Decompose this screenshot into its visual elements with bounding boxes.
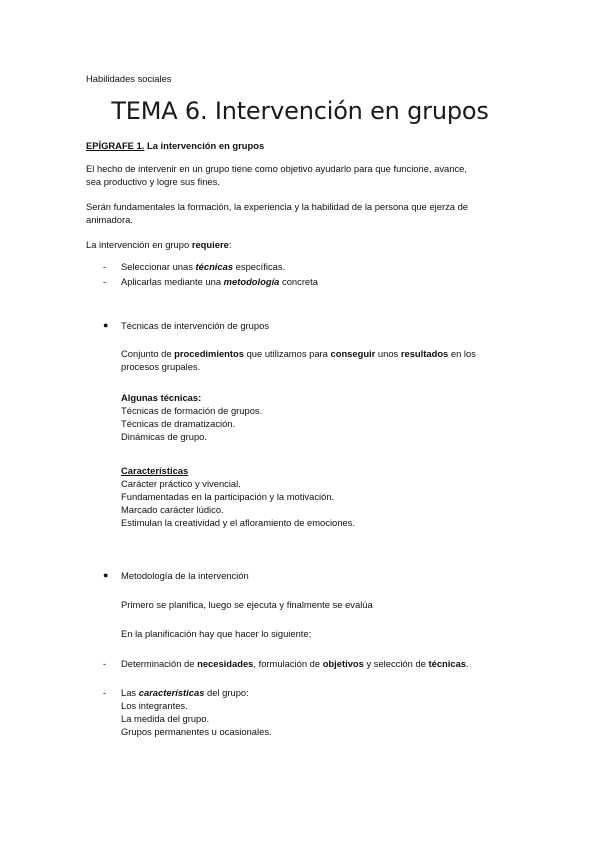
features-heading: Características <box>121 465 189 476</box>
intro-paragraph-1 <box>86 162 467 188</box>
intro-p2-line2: animadora. <box>86 214 133 225</box>
feature-item: Marcado carácter lúdico. <box>121 504 224 515</box>
requirement-item <box>121 260 285 273</box>
planning-item-1 <box>121 657 469 670</box>
bullet-icon: ● <box>103 320 109 330</box>
intro-p2-line1: Serán fundamentales la formación, la experiencia y la habilidad de la persona que ejerza de <box>86 201 469 212</box>
requirement-text: concreta <box>279 276 318 287</box>
requirement-item <box>121 275 318 288</box>
item-emph: características <box>138 687 205 698</box>
page-title: TEMA 6. Intervención en grupos <box>111 97 489 125</box>
item-text: Las <box>121 687 139 698</box>
requirement-emph: metodología <box>223 276 280 287</box>
technique-item: Técnicas de dramatización. <box>121 418 236 429</box>
technique-item: Dinámicas de grupo. <box>121 431 207 442</box>
requires-bold: requiere <box>191 239 229 250</box>
requirement-text: Aplicarlas mediante una <box>121 276 224 287</box>
section1-heading: Técnicas de intervención de grupos <box>121 320 270 331</box>
list-dash: - <box>103 276 107 287</box>
group-feature-item: Los integrantes. <box>121 700 188 711</box>
bullet-icon: ● <box>103 570 109 580</box>
requirement-text: Seleccionar unas <box>121 261 196 272</box>
requires-pre: La intervención en grupo <box>86 239 192 250</box>
list-dash: - <box>103 261 107 272</box>
planning-item-2-heading <box>121 686 272 699</box>
techniques-heading: Algunas técnicas: <box>121 392 202 403</box>
requires-line <box>86 238 231 251</box>
epigraph-heading <box>86 139 264 152</box>
requirement-emph: técnicas <box>195 261 234 272</box>
desc-text: unos <box>375 348 401 359</box>
intro-p1-line2: sea productivo y logre sus fines. <box>86 176 220 187</box>
desc-bold: procedimientos <box>174 348 244 359</box>
techniques-block <box>121 391 262 443</box>
desc-text: que utilizamos para <box>243 348 331 359</box>
planning-item-2 <box>121 686 272 738</box>
section2-line2: En la planificación hay que hacer lo siguiente: <box>121 628 312 639</box>
item-text: y selección de <box>363 658 429 669</box>
section1-desc-line2: procesos grupales. <box>121 361 201 372</box>
item-bold: objetivos <box>322 658 364 669</box>
intro-p1-line1: El hecho de intervenir en un grupo tiene como objetivo ayudarlo para que funcione, avance, <box>86 163 467 174</box>
list-dash: - <box>103 687 107 698</box>
epigraph-text: La intervención en grupos <box>144 140 265 151</box>
requirement-text: específicas. <box>233 261 286 272</box>
desc-bold: conseguir <box>330 348 376 359</box>
group-feature-item: Grupos permanentes u ocasionales. <box>121 726 272 737</box>
feature-item: Carácter práctico y vivencial. <box>121 478 241 489</box>
desc-text: Conjunto de <box>121 348 175 359</box>
list-dash: - <box>103 658 107 669</box>
section2-line1: Primero se planifica, luego se ejecuta y finalmente se evalúa <box>121 599 373 610</box>
desc-bold: resultados <box>400 348 449 359</box>
desc-text: en los <box>448 348 476 359</box>
item-text: del grupo: <box>204 687 249 698</box>
intro-paragraph-2 <box>86 200 468 226</box>
section2-heading: Metodología de la intervención <box>121 570 249 581</box>
feature-item: Fundamentadas en la participación y la motivación. <box>121 491 335 502</box>
feature-item: Estimulan la creatividad y el afloramiento de emociones. <box>121 517 355 528</box>
epigraph-label: EPÍGRAFE 1. <box>86 140 145 151</box>
group-feature-item: La medida del grupo. <box>121 713 210 724</box>
item-bold: necesidades <box>197 658 254 669</box>
features-block <box>121 464 355 529</box>
section1-description <box>121 347 476 373</box>
item-text: . <box>466 658 469 669</box>
technique-item: Técnicas de formación de grupos. <box>121 405 263 416</box>
section1-desc-line1 <box>121 347 476 360</box>
item-text: Determinación de <box>121 658 198 669</box>
header-subject: Habilidades sociales <box>86 73 172 84</box>
item-text: , formulación de <box>253 658 323 669</box>
requires-post: : <box>228 239 232 250</box>
item-bold: técnicas <box>428 658 467 669</box>
